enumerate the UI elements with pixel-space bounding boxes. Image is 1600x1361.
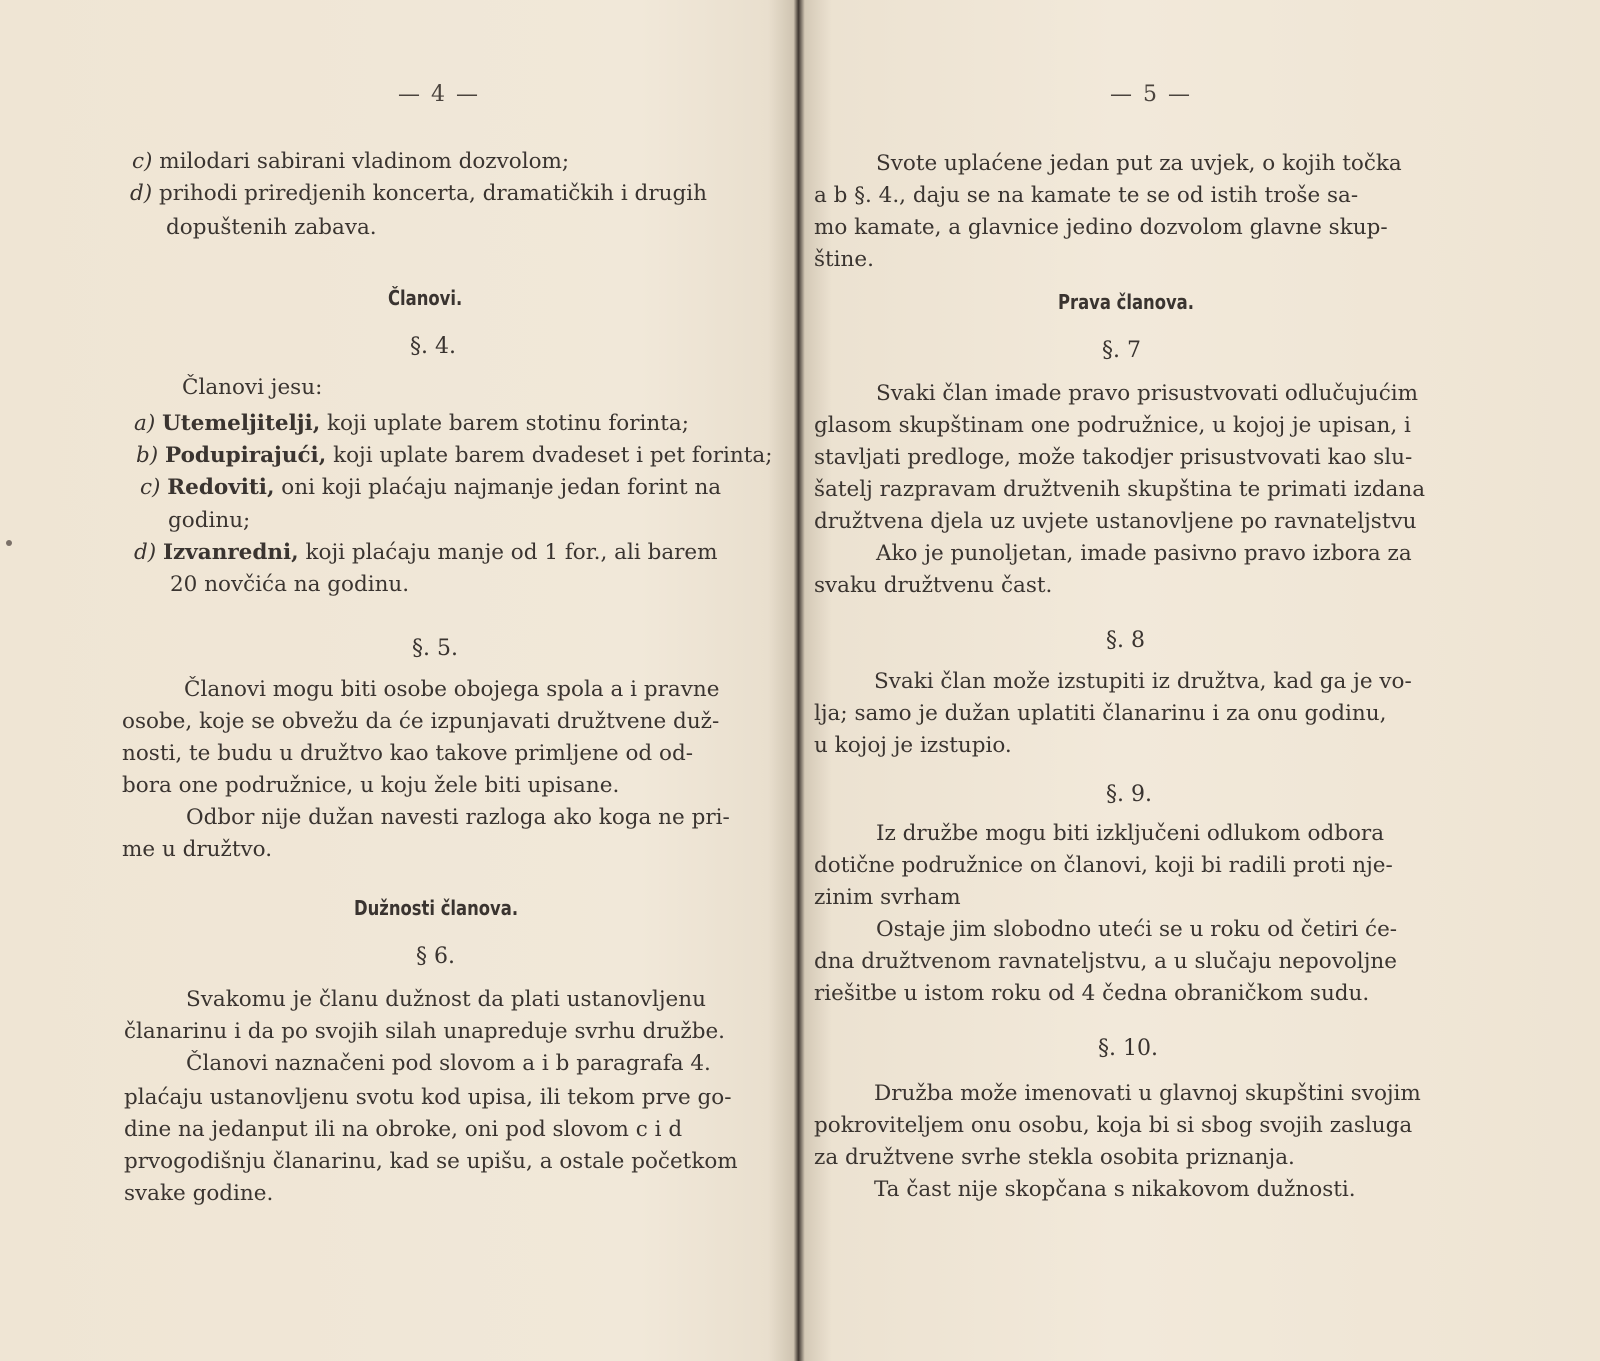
list-item-b: [136, 442, 772, 470]
text-line: Svaki član imade pravo prisustvovati odlučujućim: [876, 381, 1419, 406]
text-line: me u družtvo.: [122, 837, 273, 862]
paragraph-number: §. 4.: [410, 334, 456, 359]
text-line: štine.: [814, 247, 874, 272]
section-heading: Dužnosti članova.: [354, 896, 519, 920]
text-line: Družba može imenovati u glavnoj skupštini svojim: [874, 1081, 1421, 1106]
list-marker: b): [136, 443, 159, 468]
page-number: — 4 —: [398, 82, 480, 107]
page-number: — 5 —: [1110, 82, 1192, 107]
text-line: Ako je punoljetan, imade pasivno pravo izbora za: [876, 541, 1412, 566]
list-marker: c): [140, 475, 161, 500]
text-line: dotične podružnice on članovi, koji bi radili proti nje-: [814, 853, 1393, 878]
text-line: šatelj razpravam družtvenih skupština te primati izdana: [814, 477, 1426, 502]
text-line: osobe, koje se obvežu da će izpunjavati družtvene duž-: [122, 709, 720, 734]
text-line: riešitbe u istom roku od 4 čedna obraničkom sudu.: [814, 981, 1370, 1006]
member-type: Utemeljitelji,: [162, 411, 321, 436]
paragraph-number: §. 9.: [1106, 782, 1152, 807]
member-type: Izvanredni,: [163, 540, 299, 565]
right-page: [810, 0, 1600, 1361]
text-line: prvogodišnju članarinu, kad se upišu, a ostale početkom: [124, 1149, 738, 1174]
text-line: dine na jedanput ili na obroke, oni pod slovom c i d: [124, 1117, 683, 1142]
list-text: koji plaćaju manje od 1 for., ali barem: [305, 540, 718, 565]
text-line: svake godine.: [124, 1181, 274, 1206]
text-line: u kojoj je izstupio.: [814, 733, 1012, 758]
list-marker: a): [134, 411, 156, 436]
text-line: Svote uplaćene jedan put za uvjek, o kojih točka: [876, 151, 1402, 176]
list-text: koji uplate barem stotinu forinta;: [327, 411, 689, 436]
text-line: pokroviteljem onu osobu, koja bi si sbog svojih zasluga: [814, 1113, 1413, 1138]
member-type: Podupirajući,: [165, 443, 327, 468]
list-item-a: [134, 410, 689, 438]
list-text: milodari sabirani vladinom dozvolom;: [159, 149, 570, 174]
text-line: Odbor nije dužan navesti razloga ako koga ne pri-: [186, 805, 730, 830]
paragraph-number: §. 10.: [1098, 1036, 1158, 1061]
text-line: nosti, te budu u družtvo kao takove primljene od od-: [122, 741, 693, 766]
list-text: koji uplate barem dvadeset i pet forinta;: [333, 443, 773, 468]
paragraph-number: § 6.: [416, 944, 455, 969]
text-line: godinu;: [168, 508, 251, 533]
text-line: a b §. 4., daju se na kamate te se od istih troše sa-: [814, 183, 1359, 208]
text-line: svaku družtvenu čast.: [814, 573, 1053, 598]
list-text: prihodi priredjenih koncerta, dramatičkih i drugih: [159, 181, 707, 206]
text-line: plaćaju ustanovljenu svotu kod upisa, ili tekom prve go-: [124, 1085, 732, 1110]
text-line: Članovi naznačeni pod slovom a i b paragrafa 4.: [186, 1051, 711, 1076]
list-marker: d): [130, 181, 153, 206]
member-type: Redoviti,: [167, 475, 275, 500]
list-marker: d): [134, 540, 157, 565]
section-heading: Članovi.: [388, 286, 463, 310]
text-line: Članovi jesu:: [182, 375, 323, 400]
paragraph-number: §. 5.: [412, 636, 458, 661]
text-line: dopuštenih zabava.: [166, 215, 377, 240]
text-line: Ta čast nije skopčana s nikakovom dužnosti.: [874, 1177, 1356, 1202]
list-text: oni koji plaćaju najmanje jedan forint na: [281, 475, 722, 500]
text-line: mo kamate, a glavnice jedino dozvolom glavne skup-: [814, 215, 1388, 240]
text-line: Ostaje jim slobodno uteći se u roku od četiri će-: [876, 917, 1398, 942]
text-line: bora one podružnice, u koju žele biti upisane.: [122, 773, 620, 798]
left-page: [0, 0, 795, 1361]
list-marker: c): [132, 149, 153, 174]
list-item-c: [132, 148, 569, 176]
text-line: Članovi mogu biti osobe obojega spola a i pravne: [184, 677, 720, 702]
text-line: zinim svrham: [814, 885, 961, 910]
text-line: dna družtvenom ravnateljstvu, a u slučaju nepovoljne: [814, 949, 1397, 974]
text-line: glasom skupštinam one podružnice, u kojoj je upisan, i: [814, 413, 1411, 438]
paragraph-number: §. 8: [1106, 628, 1145, 653]
section-heading: Prava članova.: [1058, 290, 1194, 314]
text-line: stavljati predloge, može takodjer prisustvovati kao slu-: [814, 445, 1413, 470]
text-line: 20 novčića na godinu.: [170, 572, 410, 597]
text-line: Svaki član može izstupiti iz družtva, kad ga je vo-: [874, 669, 1412, 694]
text-line: Iz družbe mogu biti izključeni odlukom odbora: [876, 821, 1385, 846]
text-line: članarinu i da po svojih silah unapreduje svrhu družbe.: [124, 1019, 726, 1044]
paragraph-number: §. 7: [1102, 338, 1141, 363]
list-item-c: [140, 474, 721, 502]
text-line: za družtvene svrhe stekla osobita priznanja.: [814, 1145, 1295, 1170]
text-line: lja; samo je dužan uplatiti članarinu i za onu godinu,: [814, 701, 1387, 726]
ink-spot: [6, 540, 12, 546]
list-item-d: [134, 539, 718, 567]
list-item-d: [130, 180, 707, 208]
text-line: Svakomu je članu dužnost da plati ustanovljenu: [186, 987, 706, 1012]
text-line: družtvena djela uz uvjete ustanovljene po ravnateljstvu: [814, 509, 1417, 534]
